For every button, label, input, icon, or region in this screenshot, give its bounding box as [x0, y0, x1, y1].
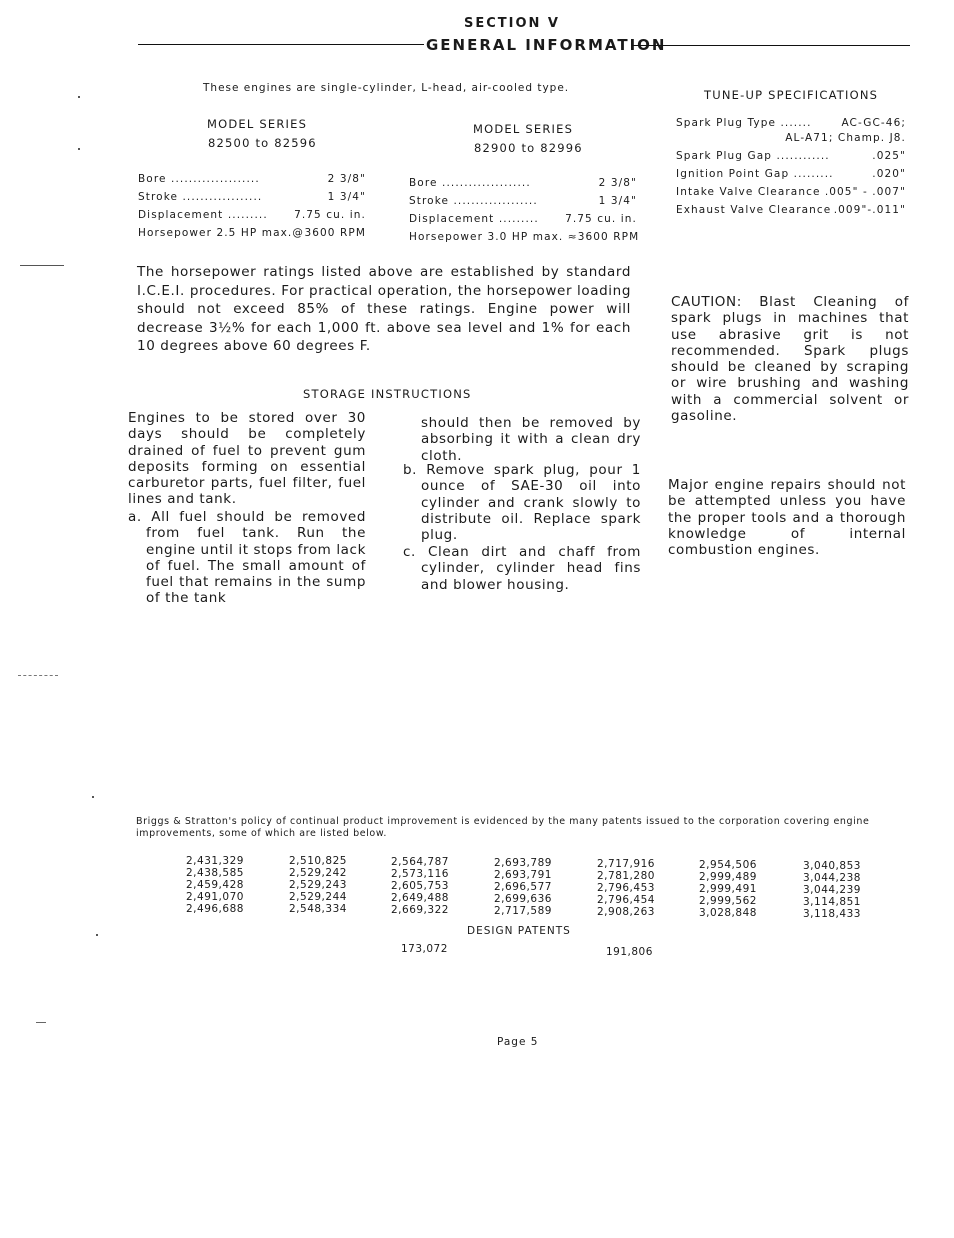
tuneup-row: Ignition Point Gap ......... .020" [676, 168, 906, 180]
storage-intro: Engines to be stored over 30 days should be completely drained of fuel to prevent gum deposits forming on essential carburetor parts, fuel filter, fuel lines and tank. [128, 410, 366, 508]
design-patent: 191,806 [606, 946, 653, 958]
storage-step-b: b. Remove spark plug, pour 1 ounce of SAE-30 oil into cylinder and crank slowly to distribute oil. Replace spark plug. [403, 462, 641, 544]
patent-column: 2,510,825 2,529,242 2,529,243 2,529,244 2,548,334 [289, 855, 347, 915]
spec-row: Bore .................... 2 3/8" [409, 177, 637, 189]
storage-step-a: a. All fuel should be removed from fuel tank. Run the engine until it stops from lack of fuel. The small amount of fuel that remains in the sump of the tank [128, 509, 366, 607]
spec-row: Displacement ......... 7.75 cu. in. [409, 213, 637, 225]
caution-text: Blast Cleaning of spark plugs in machines that use abrasive grit is not recommended. Spark plugs should be cleaned by scraping or wire brushing and washing with a commercial solvent or gasoline. [671, 294, 909, 425]
tuneup-row: Spark Plug Gap ............ .025" [676, 150, 906, 162]
page-number: Page 5 [497, 1036, 539, 1048]
scan-mark [18, 675, 58, 676]
section-number: SECTION V [463, 16, 560, 31]
scan-mark [36, 1022, 46, 1023]
patent-column: 3,040,853 3,044,238 3,044,239 3,114,851 3,118,433 [803, 860, 861, 920]
model-b-range: 82900 to 82996 [474, 141, 583, 155]
patent-column: 2,954,506 2,999,489 2,999,491 2,999,562 3,028,848 [699, 859, 757, 919]
storage-step-a-cont: should then be removed by absorbing it with a clean dry cloth. [421, 415, 641, 464]
model-a-specs [138, 173, 366, 245]
tuneup-row: Spark Plug Type ....... AC-GC-46; [676, 117, 906, 129]
model-a-heading: MODEL SERIES [207, 117, 308, 131]
scan-mark [96, 934, 98, 936]
design-patents-heading: DESIGN PATENTS [467, 925, 571, 937]
tuneup-row: Exhaust Valve Clearance .009"-.011" [676, 204, 906, 216]
scan-mark [78, 96, 80, 98]
spec-row: Horsepower 3.0 HP max. ≈ 3600 RPM [409, 231, 640, 243]
tuneup-row: AL-A71; Champ. J8. [785, 132, 906, 144]
tuneup-specs [676, 117, 906, 222]
horsepower-note: The horsepower ratings listed above are established by standard I.C.E.I. procedures. For practical operation, the horsepower loading should not exceed 85% of these ratings. Engine power will decrease 3½% for each 1,000 ft. above sea level and 1% for each 10 degrees above 60 degrees F. [137, 264, 631, 354]
tuneup-row: Intake Valve Clearance .005" - .007" [676, 186, 906, 198]
model-a-range: 82500 to 82596 [208, 136, 317, 150]
patent-column: 2,693,789 2,693,791 2,696,577 2,699,636 2,717,589 [494, 857, 552, 917]
model-b-heading: MODEL SERIES [473, 122, 574, 136]
scan-mark [78, 148, 80, 150]
title-rule-left [138, 44, 424, 45]
patent-column: 2,564,787 2,573,116 2,605,753 2,649,488 2,669,322 [391, 856, 449, 916]
storage-heading: STORAGE INSTRUCTIONS [303, 387, 472, 401]
patents-intro: Briggs & Stratton's policy of continual product improvement is evidenced by the many patents issued to the corporation covering engine improvements, some of which are listed below. [136, 816, 870, 839]
tuneup-heading: TUNE-UP SPECIFICATIONS [704, 88, 879, 102]
title-rule-right [632, 45, 910, 46]
intro-text: These engines are single-cylinder, L-head, air-cooled type. [203, 82, 570, 94]
spec-row: Stroke ................... 1 3/4" [409, 195, 637, 207]
spec-row: Stroke .................. 1 3/4" [138, 191, 366, 203]
model-b-specs [409, 177, 640, 249]
repairs-note: Major engine repairs should not be attempted unless you have the proper tools and a thorough knowledge of internal combustion engines. [668, 477, 906, 559]
patent-table [186, 855, 866, 919]
patent-column: 2,431,329 2,438,585 2,459,428 2,491,070 2,496,688 [186, 855, 244, 915]
storage-step-c: c. Clean dirt and chaff from cylinder, cylinder head fins and blower housing. [403, 544, 641, 593]
patent-column: 2,717,916 2,781,280 2,796,453 2,796,454 2,908,263 [597, 858, 655, 918]
caution-note [671, 294, 909, 424]
design-patent: 173,072 [401, 943, 448, 955]
scan-mark [92, 796, 94, 798]
caution-label: CAUTION: [671, 294, 742, 310]
spec-row: Horsepower 2.5 HP max.@ 3600 RPM [138, 227, 366, 239]
section-title: GENERAL INFORMATION [426, 36, 667, 54]
spec-row: Displacement ......... 7.75 cu. in. [138, 209, 366, 221]
section-title-row [138, 36, 910, 54]
scan-mark [20, 265, 64, 266]
spec-row: Bore .................... 2 3/8" [138, 173, 366, 185]
